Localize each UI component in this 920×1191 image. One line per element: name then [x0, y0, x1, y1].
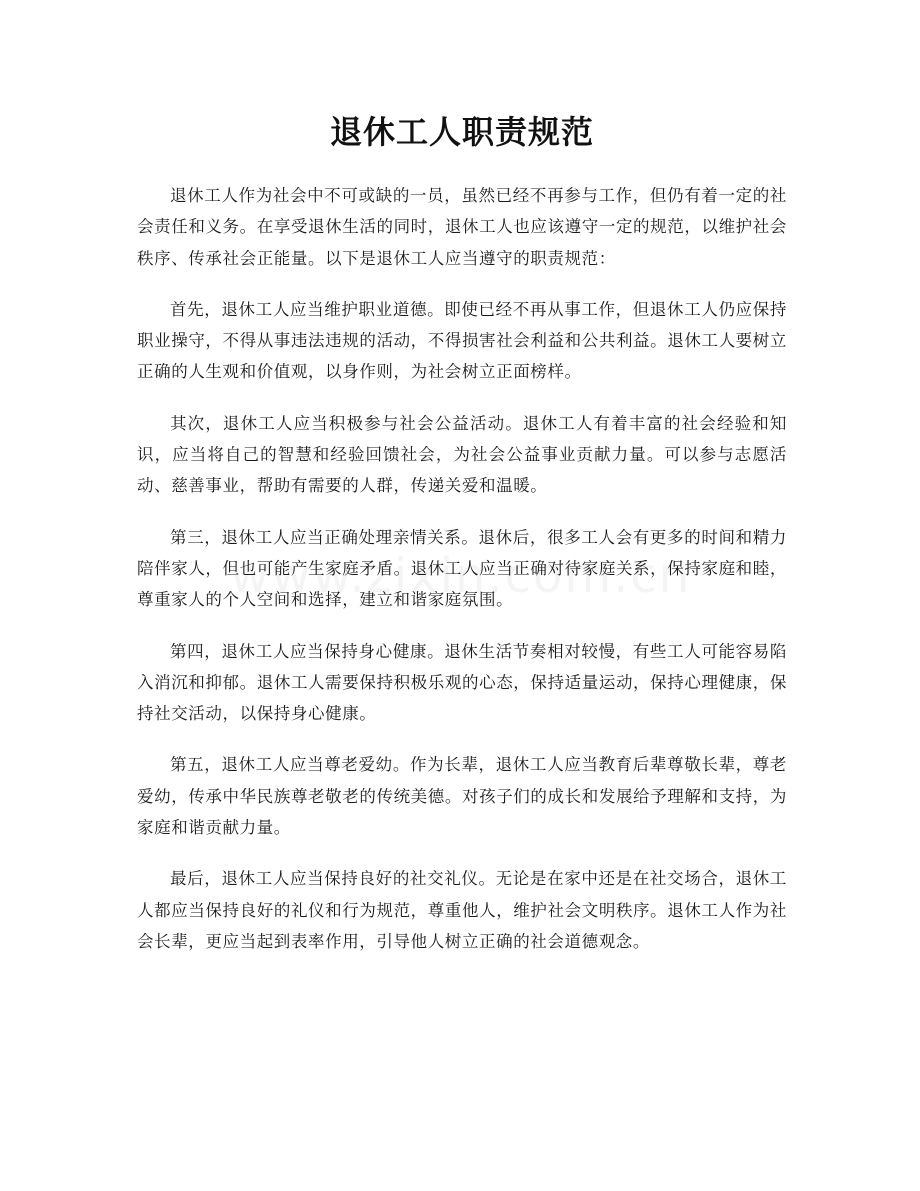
document-body — [137, 180, 787, 957]
paragraph-second: 其次，退休工人应当积极参与社会公益活动。退休工人有着丰富的社会经验和知识，应当将自己的智慧和经验回馈社会，为社会公益事业贡献力量。可以参与志愿活动、慈善事业，帮助有需要的人群，传递关爱和温暖。 — [137, 413, 787, 496]
paragraph-fourth: 第四，退休工人应当保持身心健康。退休生活节奏相对较慢，有些工人可能容易陷入消沉和抑郁。退休工人需要保持积极乐观的心态，保持适量运动，保持心理健康，保持社交活动，以保持身心健康。 — [137, 641, 787, 724]
paragraph-fifth: 第五，退休工人应当尊老爱幼。作为长辈，退休工人应当教育后辈尊敬长辈，尊老爱幼，传承中华民族尊老敬老的传统美德。对孩子们的成长和发展给予理解和支持，为家庭和谐贡献力量。 — [137, 755, 787, 838]
paragraph-last: 最后，退休工人应当保持良好的社交礼仪。无论是在家中还是在社交场合，退休工人都应当保持良好的礼仪和行为规范，尊重他人，维护社会文明秩序。退休工人作为社会长辈，更应当起到表率作用，引导他人树立正确的社会道德观念。 — [137, 869, 787, 951]
paragraph-first: 首先，退休工人应当维护职业道德。即使已经不再从事工作，但退休工人仍应保持职业操守，不得从事违法违规的活动，不得损害社会利益和公共利益。退休工人要树立正确的人生观和价值观，以身作则，为社会树立正面榜样。 — [137, 299, 787, 382]
document-title: 退休工人职责规范 — [329, 113, 594, 151]
paragraph-intro: 退休工人作为社会中不可或缺的一员，虽然已经不再参与工作，但仍有着一定的社会责任和义务。在享受退休生活的同时，退休工人也应该遵守一定的规范，以维护社会秩序、传承社会正能量。以下是退休工人应当遵守的职责规范： — [137, 186, 787, 268]
paragraph-third: 第三，退休工人应当正确处理亲情关系。退休后，很多工人会有更多的时间和精力陪伴家人，但也可能产生家庭矛盾。退休工人应当正确对待家庭关系，保持家庭和睦，尊重家人的个人空间和选择，建立和谐家庭氛围。 — [137, 527, 787, 610]
document-page — [137, 0, 787, 977]
